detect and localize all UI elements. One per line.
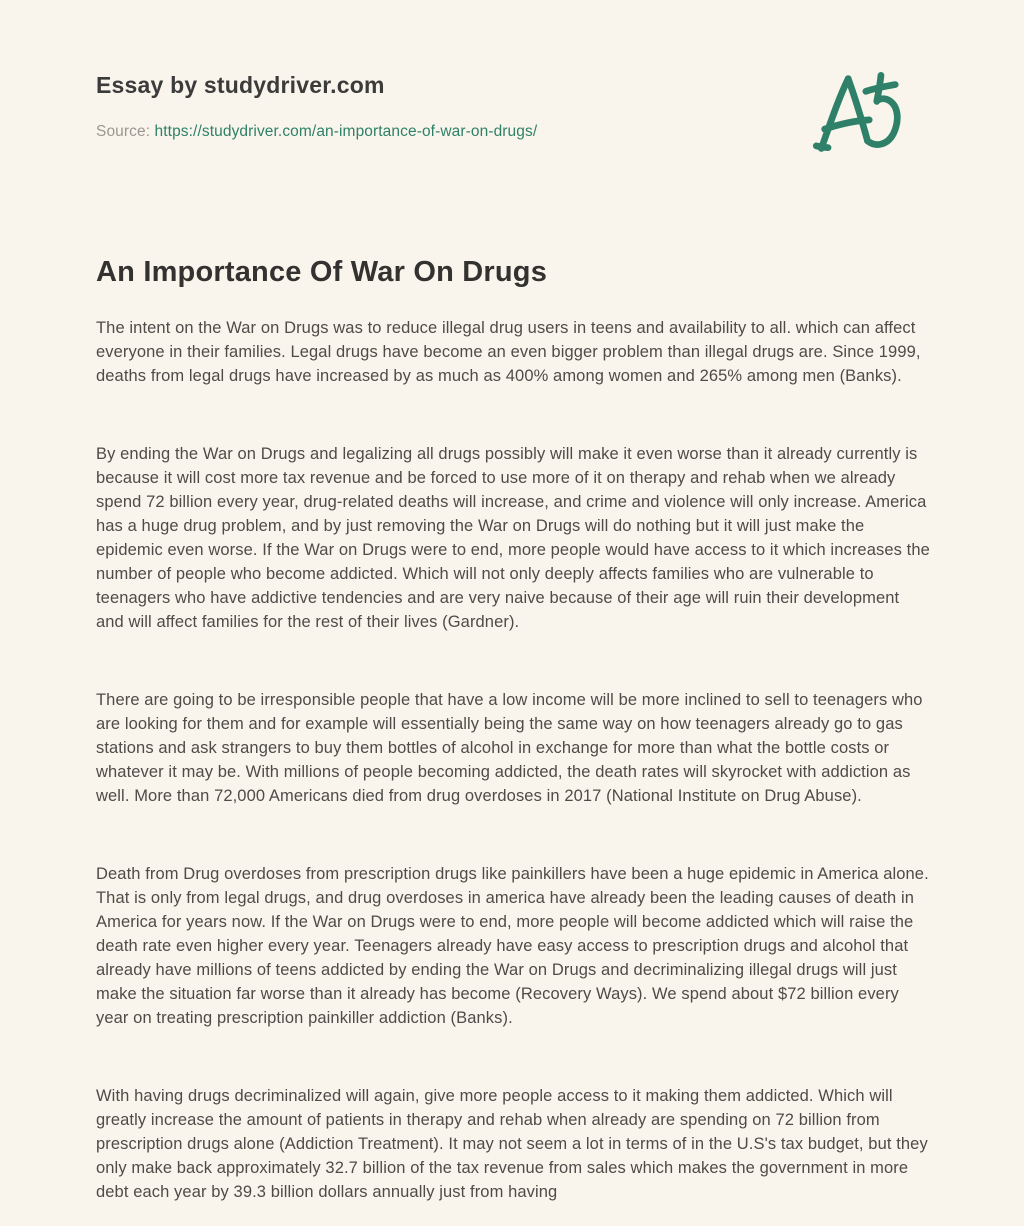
source-label: Source:: [96, 123, 151, 140]
a-plus-logo-icon: [802, 58, 928, 170]
studydriver-logo: [802, 58, 928, 170]
essay-title: An Importance Of War On Drugs: [96, 256, 548, 288]
essay-article: [96, 254, 930, 1204]
source-link[interactable]: https://studydriver.com/an-importance-of-war-on-drugs/: [154, 123, 538, 140]
source-line: [96, 123, 537, 141]
header-left: [96, 62, 537, 141]
site-title: Essay by studydriver.com: [96, 72, 385, 98]
essay-paragraph-1: The intent on the War on Drugs was to reduce illegal drug users in teens and availability to all. which can affect everyone in their families. Legal drugs have become an even bigger problem than illegal drugs are. Since 1999, deaths from legal drugs have increased by as much as 400% among women and 265% among men (Banks).: [96, 319, 921, 385]
essay-paragraph-5: With having drugs decriminalized will again, give more people access to it making them addicted. Which will greatly increase the amount of patients in therapy and rehab when already are spending on 72 billion from prescription drugs alone (Addiction Treatment). It may not seem a lot in terms of in the U.S's tax budget, but they only make back approximately 32.7 billion of the tax revenue from sales which makes the government in more debt each year by 39.3 billion dollars annually just from having: [96, 1087, 928, 1201]
essay-paragraph-2: By ending the War on Drugs and legalizing all drugs possibly will make it even worse than it already currently is because it will cost more tax revenue and be forced to use more of it on therapy and rehab when we already spend 72 billion every year, drug-related deaths will increase, and crime and violence will only increase. America has a huge drug problem, and by just removing the War on Drugs will do nothing but it will just make the epidemic even worse. If the War on Drugs were to end, more people would have access to it which increases the number of people who become addicted. Which will not only deeply affects families who are vulnerable to teenagers who have addictive tendencies and are very naive because of their age will ruin their development and will affect families for the rest of their lives (Gardner).: [96, 445, 930, 631]
header: [96, 62, 930, 170]
essay-paragraph-4: Death from Drug overdoses from prescription drugs like painkillers have been a huge epidemic in America alone. That is only from legal drugs, and drug overdoses in america have already been the leading causes of death in America for years now. If the War on Drugs were to end, more people will become addicted which will raise the death rate even higher every year. Teenagers already have easy access to prescription drugs and alcohol that already have millions of teens addicted by ending the War on Drugs and decriminalizing illegal drugs will just make the situation far worse than it already has become (Recovery Ways). We spend about $72 billion every year on treating prescription painkiller addiction (Banks).: [96, 865, 929, 1027]
essay-paragraph-3: There are going to be irresponsible people that have a low income will be more inclined to sell to teenagers who are looking for them and for example will essentially being the same way on how teenagers already go to gas stations and ask strangers to buy them bottles of alcohol in exchange for more than what the bottle costs or whatever it may be. With millions of people becoming addicted, the death rates will skyrocket with addiction as well. More than 72,000 Americans died from drug overdoses in 2017 (National Institute on Drug Abuse).: [96, 691, 923, 805]
